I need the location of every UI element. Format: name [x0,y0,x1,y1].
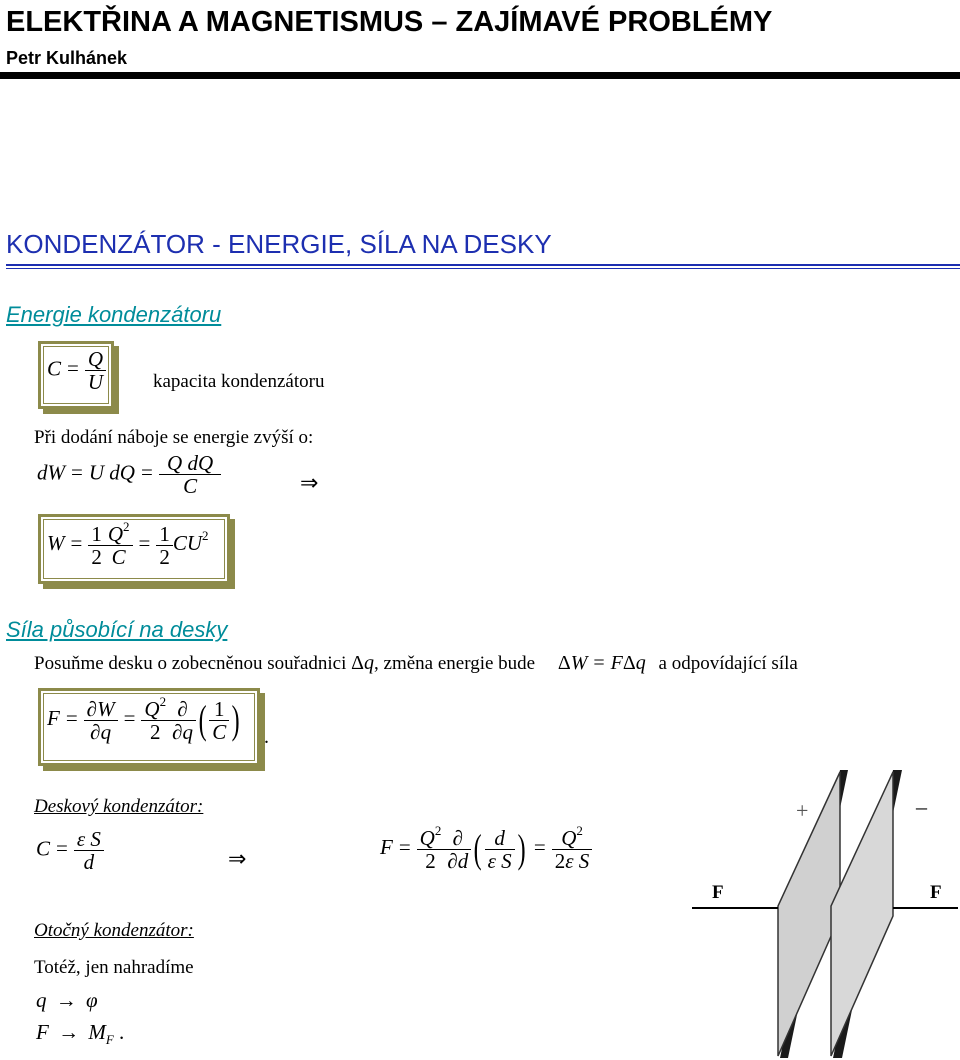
plate-capacity-formula: C = $\frac{\text{ε S}}{d}$ [36,828,104,873]
force-formula: F = $\frac{\partial W}{\partial q}$ = $\frac{Q^2}{2}$ $\frac{\partial}{\partial q}$ ( $\frac{1}{C}$ ) [47,694,240,745]
force-text-2: , změna energie bude [374,653,536,674]
dw-formula: dW = U dQ = $\frac{\text{Q dQ}}{C}$ [37,452,221,497]
force-text-3: a odpovídající síla [658,653,798,674]
capacity-formula-box [38,341,114,409]
plate-force-formula: F = $\frac{Q^2}{2}$ $\frac{\partial}{\partial d}$ ( $\frac{d}{\text{ε S}}$ ) = $\frac{Q^2}{\text{2ε S}}$ [380,826,592,872]
rotary-substitution-1: q → φ [36,988,98,1012]
force-sentence [34,652,798,675]
force-heading: Síla působící na desky [6,617,228,642]
implies-arrow-2: ⇒ [228,846,247,871]
force-formula-period: . [264,726,269,748]
section-rule-thin [6,268,960,269]
author-name: Petr Kulhánek [6,48,128,68]
energy-change-formula: ΔW = FΔq [557,652,646,674]
header-rule [0,72,960,79]
delta-q: Δq [351,652,375,674]
capacity-formula: C = $\frac{Q}{U}$ [47,348,106,393]
plate-heading: Deskový kondenzátor: [34,796,204,817]
energy-heading: Energie kondenzátoru [6,302,222,327]
energy-formula: W = $\frac{1}{2}$ $\frac{Q^2}{C}$ = $\frac{1}{2}$ $CU^2$ [47,519,209,570]
minus-sign: – [916,794,927,819]
force-label-right: F [930,882,942,903]
capacitor-figure [680,766,960,1060]
force-label-left: F [712,882,724,903]
section-rule [6,264,960,266]
force-formula-box [38,688,260,766]
section-title: KONDENZÁTOR - ENERGIE, SÍLA NA DESKY [6,229,552,259]
rotary-text: Totéž, jen nahradíme [34,957,194,978]
energy-intro: Při dodání náboje se energie zvýší o: [34,427,314,448]
capacity-label: kapacita kondenzátoru [153,371,325,392]
force-text-1: Posuňme desku o zobecněnou souřadnici [34,653,347,674]
rotary-heading: Otočný kondenzátor: [34,920,194,941]
rotary-substitution-2: $F \to M_F$ . [36,1020,125,1048]
energy-formula-box [38,514,230,584]
plus-sign: + [796,798,809,823]
implies-arrow: ⇒ [300,470,319,495]
document-title: ELEKTŘINA A MAGNETISMUS – ZAJÍMAVÉ PROBLÉMY [6,6,773,38]
